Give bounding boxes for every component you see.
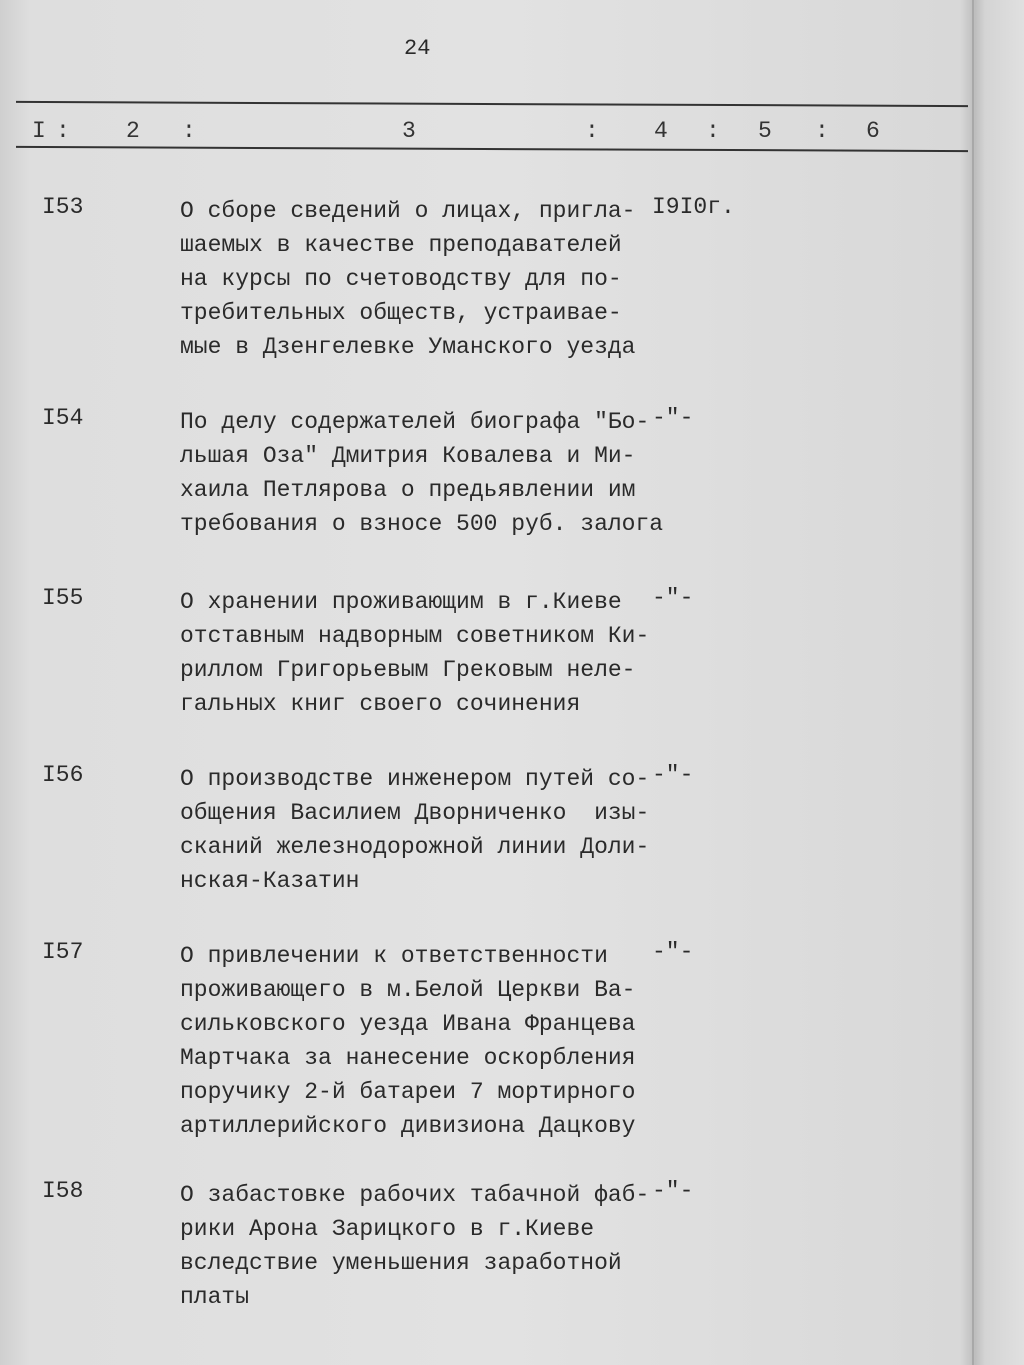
description-line: сильковского уезда Ивана Францева — [180, 1011, 636, 1037]
entry-description — [180, 194, 635, 364]
entry-number: I54 — [42, 405, 84, 431]
description-line: О хранении проживающим в г.Киеве — [180, 589, 622, 615]
col-sep: : — [706, 118, 720, 144]
description-line: По делу содержателей биографа "Бо- — [180, 409, 650, 435]
description-line: вследствие уменьшения заработной — [180, 1250, 622, 1276]
entry-description — [180, 405, 663, 541]
entry-date: -"- — [652, 405, 694, 431]
description-line: О производстве инженером путей со- — [180, 766, 650, 792]
entry-number: I56 — [42, 762, 84, 788]
header-top-rule — [16, 101, 968, 107]
header-bottom-rule — [16, 146, 968, 152]
col-header-1: I — [32, 118, 46, 144]
col-sep: : — [815, 118, 829, 144]
entry-description — [180, 762, 649, 898]
entry-description — [180, 939, 635, 1143]
page-number: 24 — [404, 36, 431, 61]
description-line: артиллерийского дивизиона Дацкову — [180, 1113, 636, 1139]
entry-date: -"- — [652, 1178, 694, 1204]
col-header-3: 3 — [402, 118, 416, 144]
col-header-6: 6 — [866, 118, 880, 144]
entry-description — [180, 585, 649, 721]
entry-date: -"- — [652, 585, 694, 611]
col-sep: : — [56, 118, 70, 144]
description-line: поручику 2-й батареи 7 мортирного — [180, 1079, 636, 1105]
entry-date: -"- — [652, 939, 694, 965]
description-line: рики Арона Зарицкого в г.Киеве — [180, 1216, 595, 1242]
description-line: требования о взносе 500 руб. залога — [180, 511, 664, 537]
col-sep: : — [585, 118, 599, 144]
description-line: Мартчака за нанесение оскорбления — [180, 1045, 636, 1071]
col-header-4: 4 — [654, 118, 668, 144]
description-line: риллом Григорьевым Грековым неле- — [180, 657, 636, 683]
description-line: О привлечении к ответственности — [180, 943, 608, 969]
description-line: отставным надворным советником Ки- — [180, 623, 650, 649]
description-line: мые в Дзенгелевке Уманского уезда — [180, 334, 636, 360]
description-line: шаемых в качестве преподавателей — [180, 232, 622, 258]
entry-date: -"- — [652, 762, 694, 788]
entry-date: I9I0г. — [652, 194, 735, 220]
description-line: хаила Петлярова о предьявлении им — [180, 477, 636, 503]
page-edge — [972, 0, 974, 1365]
entry-number: I55 — [42, 585, 84, 611]
description-line: требительных обществ, устраивае- — [180, 300, 622, 326]
col-header-5: 5 — [758, 118, 772, 144]
description-line: проживающего в м.Белой Церкви Ва- — [180, 977, 636, 1003]
description-line: общения Василием Дворниченко изы- — [180, 800, 650, 826]
entry-number: I58 — [42, 1178, 84, 1204]
entry-number: I57 — [42, 939, 84, 965]
description-line: льшая Оза" Дмитрия Ковалева и Ми- — [180, 443, 636, 469]
description-line: сканий железнодорожной линии Доли- — [180, 834, 650, 860]
description-line: гальных книг своего сочинения — [180, 691, 581, 717]
description-line: О забастовке рабочих табачной фаб- — [180, 1182, 650, 1208]
description-line: О сборе сведений о лицах, пригла- — [180, 198, 636, 224]
description-line: платы — [180, 1284, 250, 1310]
entry-description — [180, 1178, 649, 1314]
entry-number: I53 — [42, 194, 84, 220]
description-line: нская-Казатин — [180, 868, 360, 894]
col-sep: : — [182, 118, 196, 144]
col-header-2: 2 — [126, 118, 140, 144]
description-line: на курсы по счетоводству для по- — [180, 266, 622, 292]
